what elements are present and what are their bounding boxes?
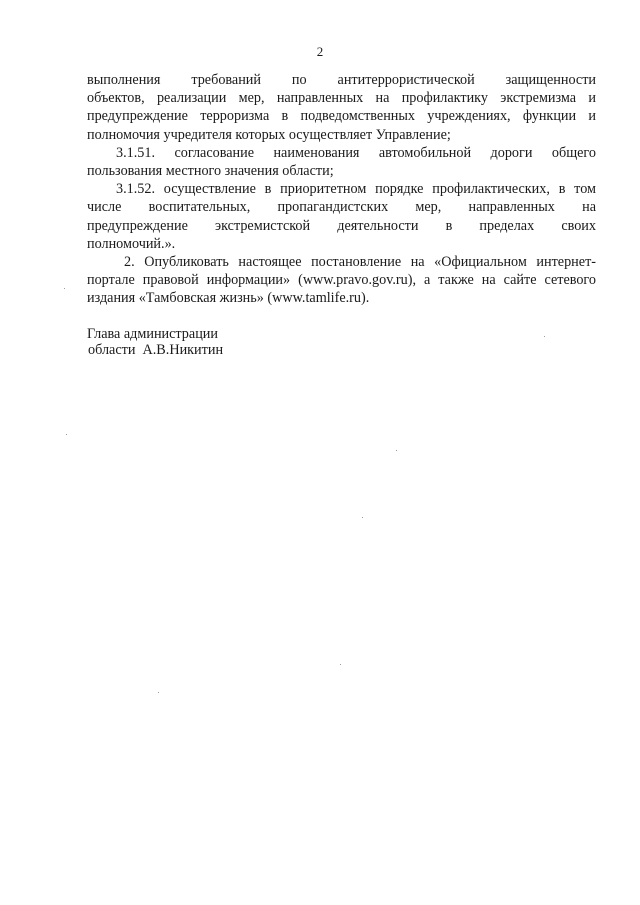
text-line: пользования местного значения области; xyxy=(87,163,334,180)
text-line: издания «Тамбовская жизнь» (www.tamlife.ru). xyxy=(87,290,370,307)
text-line: предупреждение экстремистской деятельности в пределах своих xyxy=(87,217,596,234)
text-line: портале правовой информации» (www.pravo.gov.ru), а также на сайте сетевого xyxy=(87,272,596,289)
scan-speck xyxy=(544,336,545,337)
scan-speck xyxy=(396,450,397,451)
scan-speck xyxy=(340,664,341,665)
signature-name: области А.В.Никитин xyxy=(88,342,224,358)
signature-block xyxy=(87,326,223,358)
page-number: 2 xyxy=(316,44,324,59)
scan-speck xyxy=(66,434,67,435)
text-line: выполнения требований по антитеррористической защищенности xyxy=(87,72,596,88)
text-line: полномочий.». xyxy=(87,235,176,252)
scan-speck xyxy=(362,517,363,518)
text-line: объектов, реализации мер, направленных на профилактику экстремизма и xyxy=(87,90,596,107)
scan-speck xyxy=(158,692,159,693)
scan-speck xyxy=(64,288,65,289)
paragraph-3-1-51-first-line: 3.1.51. согласование наименования автомобильной дороги общего xyxy=(116,144,596,161)
text-line: предупреждение терроризма в подведомственных учреждениях, функции и xyxy=(87,108,596,125)
signature-title: Глава администрации xyxy=(87,326,218,342)
document-body xyxy=(87,71,596,308)
paragraph-3-1-52-first-line: 3.1.52. осуществление в приоритетном порядке профилактических, в том xyxy=(116,181,596,198)
text-line: числе воспитательных, пропагандистских мер, направленных на xyxy=(87,199,596,216)
text-line: полномочия учредителя которых осуществляет Управление; xyxy=(87,126,451,143)
paragraph-2-first-line: 2. Опубликовать настоящее постановление на «Официальном интернет- xyxy=(124,254,596,271)
